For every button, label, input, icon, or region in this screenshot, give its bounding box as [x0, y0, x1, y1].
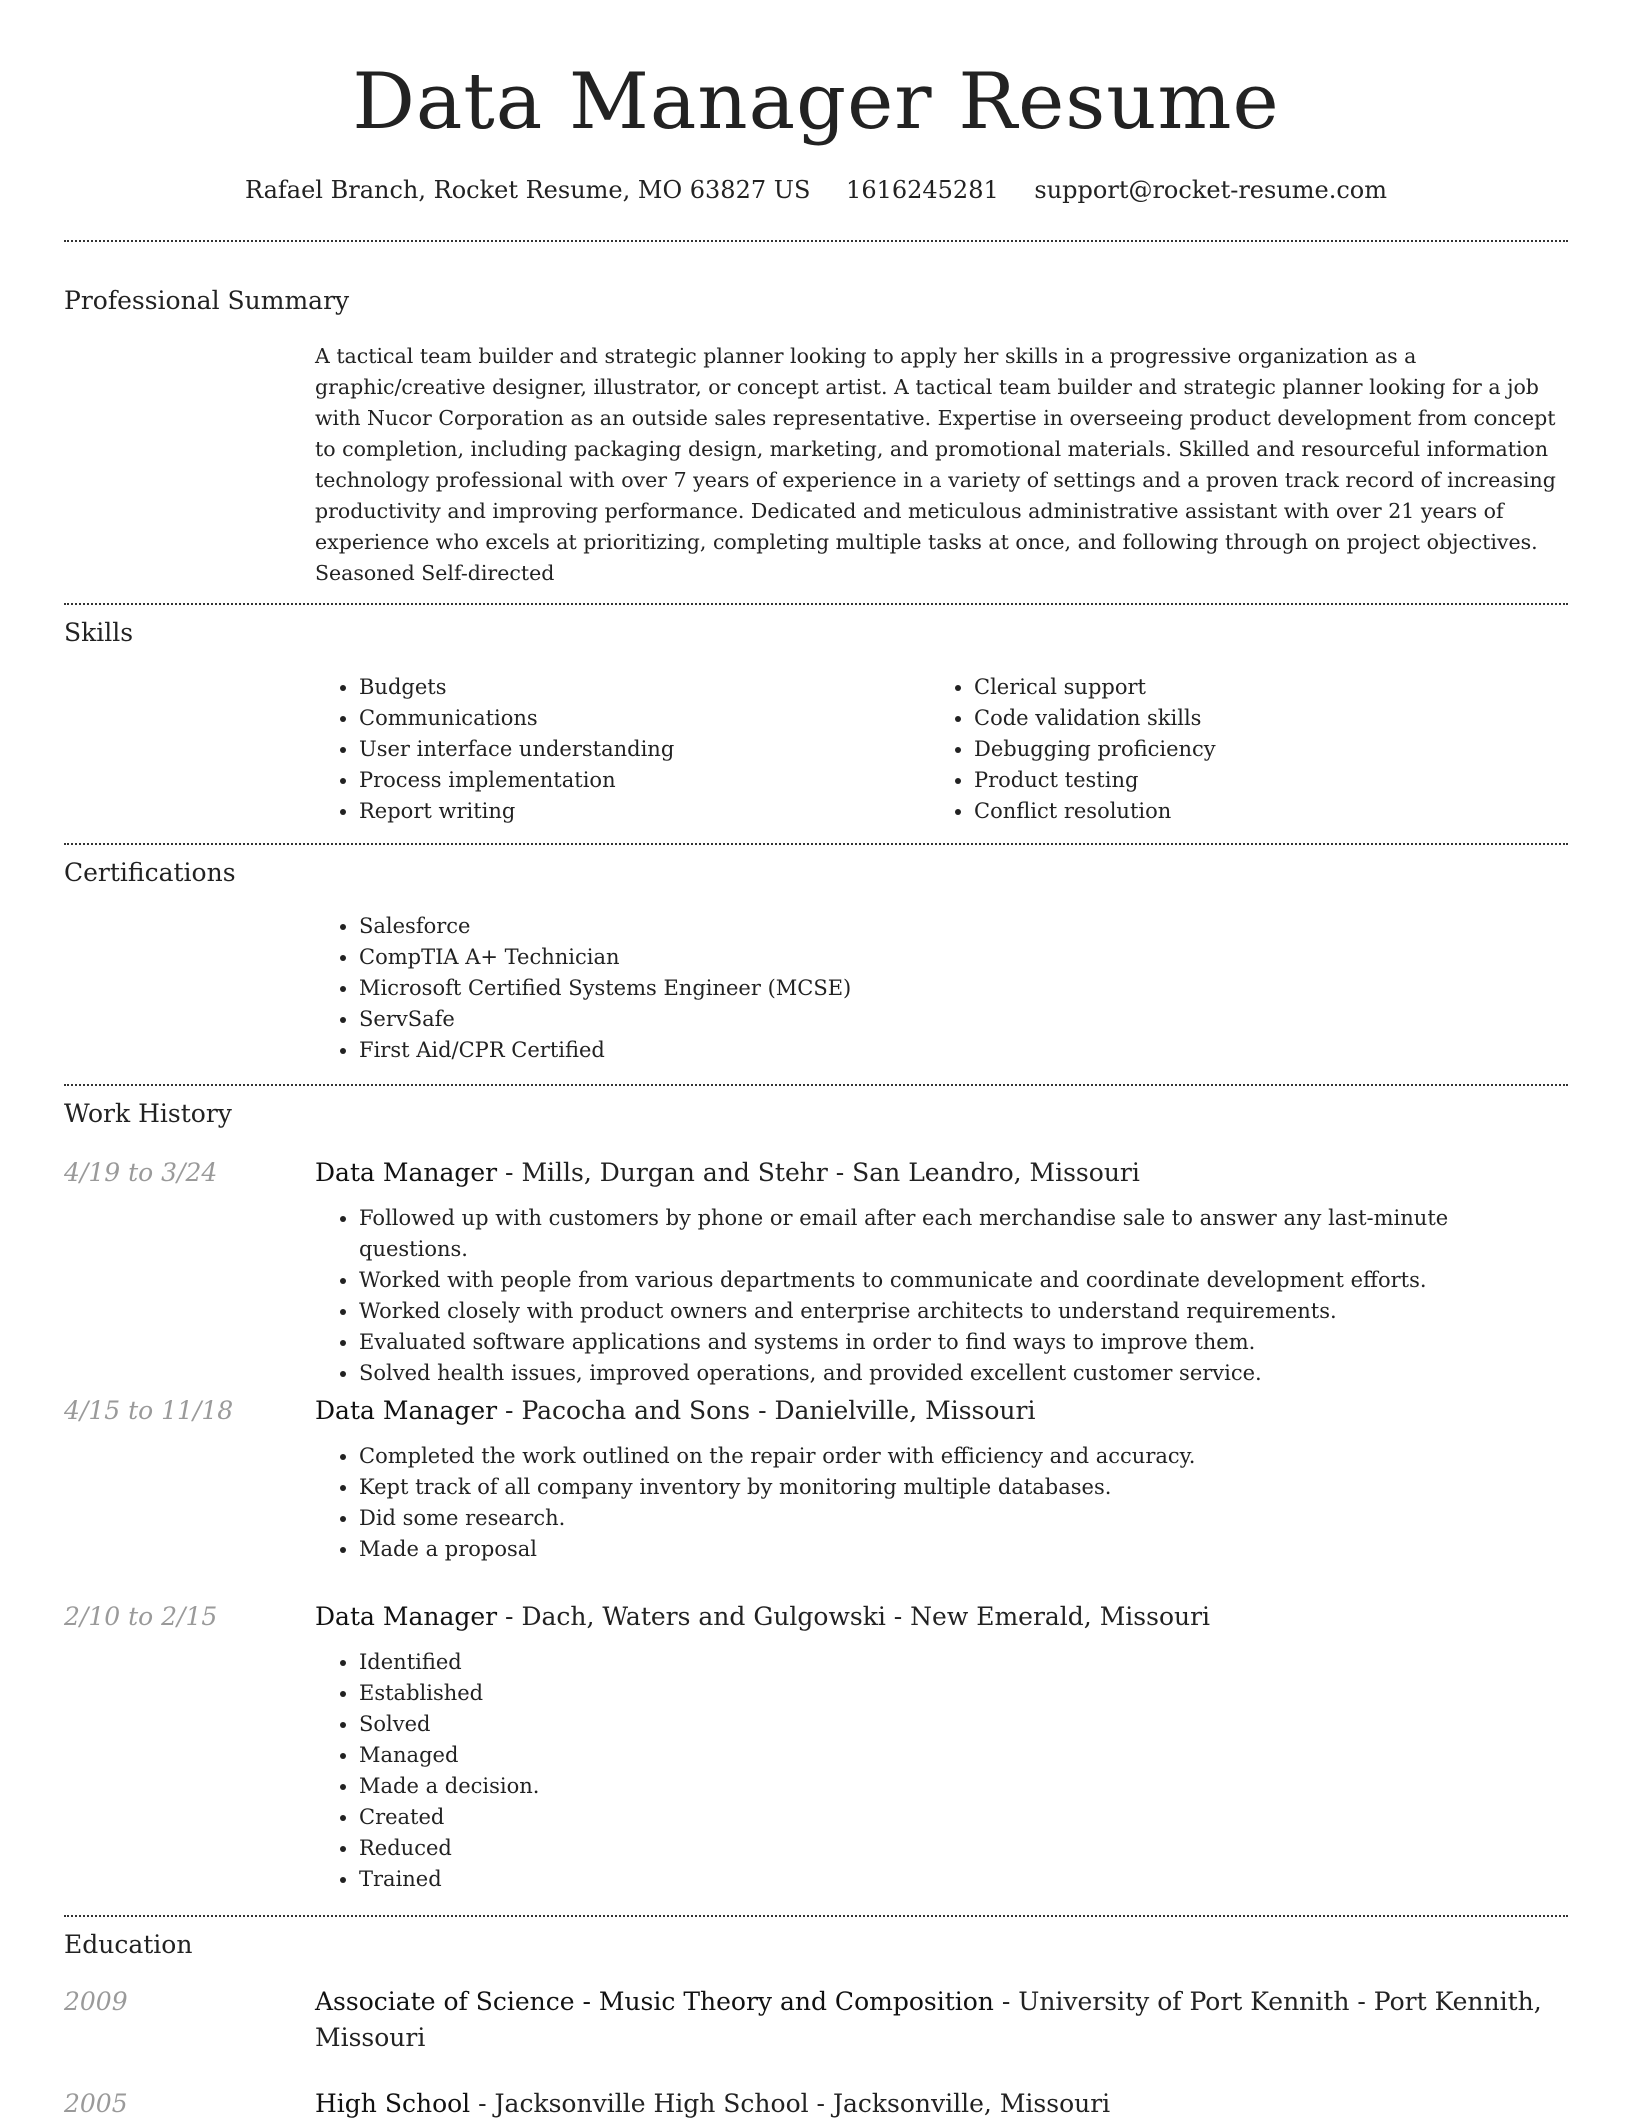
- skill-item: • User interface understanding: [359, 734, 930, 765]
- job-bullet: • Followed up with customers by phone or email after each merchandise sale to answer any last-minute questions.: [359, 1203, 1560, 1265]
- job-title: Data Manager: [315, 1602, 498, 1631]
- job-separator: -: [497, 1158, 522, 1187]
- education-entry: [315, 1984, 1560, 2056]
- job-details: Dach, Waters and Gulgowski - New Emerald, Missouri: [521, 1602, 1211, 1631]
- job-heading: [315, 1599, 1560, 1635]
- section-heading-skills: Skills: [64, 618, 134, 647]
- job-separator: -: [497, 1602, 522, 1631]
- skill-item: • Clerical support: [974, 672, 1545, 703]
- skill-item: • Debugging proficiency: [974, 734, 1545, 765]
- divider: [64, 603, 1568, 605]
- contact-line: [64, 170, 1568, 210]
- certification-item: • Microsoft Certified Systems Engineer (MCSE): [359, 973, 1560, 1004]
- job-dates: 4/19 to 3/24: [64, 1158, 218, 1187]
- skills-column-right: [930, 672, 1545, 827]
- skill-item: • Budgets: [359, 672, 930, 703]
- job-entry: [315, 1155, 1560, 1389]
- skills-column-left: [315, 672, 930, 827]
- education-details: - University of Port Kennith - Port Kennith, Missouri: [315, 1987, 1542, 2052]
- section-heading-education: Education: [64, 1930, 193, 1959]
- skill-item: • Report writing: [359, 796, 930, 827]
- skill-item: • Conflict resolution: [974, 796, 1545, 827]
- education-heading: [315, 2086, 1560, 2122]
- job-bullet: • Completed the work outlined on the repair order with efficiency and accuracy.: [359, 1441, 1560, 1472]
- education-degree: Associate of Science - Music Theory and Composition: [315, 1987, 994, 2016]
- job-bullet: • Kept track of all company inventory by monitoring multiple databases.: [359, 1472, 1560, 1503]
- job-title: Data Manager: [315, 1158, 498, 1187]
- job-bullet: • Worked with people from various departments to communicate and coordinate development efforts.: [359, 1265, 1560, 1296]
- contact-phone: 1616245281: [846, 176, 999, 204]
- job-bullet: • Managed: [359, 1740, 1560, 1771]
- job-bullet: • Reduced: [359, 1833, 1560, 1864]
- job-heading: [315, 1155, 1560, 1191]
- divider: [64, 1915, 1568, 1917]
- job-bullet: • Made a proposal: [359, 1534, 1560, 1565]
- job-separator: -: [497, 1396, 522, 1425]
- divider: [64, 240, 1568, 242]
- job-entry: [315, 1393, 1560, 1565]
- section-heading-certifications: Certifications: [64, 858, 236, 887]
- job-details: Pacocha and Sons - Danielville, Missouri: [521, 1396, 1036, 1425]
- certifications-list: [315, 911, 1560, 1066]
- job-dates: 2/10 to 2/15: [64, 1602, 218, 1631]
- job-bullets: [315, 1203, 1560, 1389]
- job-bullet: • Evaluated software applications and systems in order to find ways to improve them.: [359, 1327, 1560, 1358]
- job-bullet: • Made a decision.: [359, 1771, 1560, 1802]
- education-degree: High School: [315, 2089, 471, 2118]
- education-date: 2009: [64, 1987, 128, 2016]
- section-heading-summary: Professional Summary: [64, 286, 350, 315]
- skill-item: • Code validation skills: [974, 703, 1545, 734]
- job-title: Data Manager: [315, 1396, 498, 1425]
- job-bullet: • Trained: [359, 1864, 1560, 1895]
- page-title: Data Manager Resume: [352, 57, 1280, 147]
- job-details: Mills, Durgan and Stehr - San Leandro, Missouri: [521, 1158, 1140, 1187]
- divider: [64, 1084, 1568, 1086]
- contact-email: support@rocket-resume.com: [1034, 176, 1388, 204]
- education-entry: [315, 2086, 1560, 2122]
- divider: [64, 843, 1568, 845]
- job-bullet: • Did some research.: [359, 1503, 1560, 1534]
- education-heading: [315, 1984, 1560, 2056]
- skills-list: [315, 672, 1560, 827]
- job-bullet: • Established: [359, 1678, 1560, 1709]
- education-date: 2005: [64, 2089, 128, 2118]
- job-bullet: • Worked closely with product owners and enterprise architects to understand requirements.: [359, 1296, 1560, 1327]
- job-bullet: • Created: [359, 1802, 1560, 1833]
- certification-item: • CompTIA A+ Technician: [359, 942, 1560, 973]
- skill-item: • Communications: [359, 703, 930, 734]
- education-details: - Jacksonville High School - Jacksonville, Missouri: [470, 2089, 1111, 2118]
- section-heading-work-history: Work History: [64, 1099, 232, 1128]
- certification-item: • First Aid/CPR Certified: [359, 1035, 1560, 1066]
- job-bullet: • Solved health issues, improved operations, and provided excellent customer service.: [359, 1358, 1560, 1389]
- skill-item: • Product testing: [974, 765, 1545, 796]
- job-bullets: [315, 1441, 1560, 1565]
- job-bullets: [315, 1647, 1560, 1895]
- summary-text: A tactical team builder and strategic planner looking to apply her skills in a progressive organization as a graphic/creative designer, illustrator, or concept artist. A tactical team builder and strategic planner looking for a job with Nucor Corporation as an outside sales representative. Expertise in overseeing product development from concept to completion, including packaging design, marketing, and promotional materials. Skilled and resourceful information technology professional with over 7 years of experience in a variety of settings and a proven track record of increasing productivity and improving performance. Dedicated and meticulous administrative assistant with over 21 years of experience who excels at prioritizing, completing multiple tasks at once, and following through on project objectives. Seasoned Self-directed: [315, 344, 1556, 585]
- job-entry: [315, 1599, 1560, 1895]
- job-dates: 4/15 to 11/18: [64, 1396, 234, 1425]
- certification-item: • ServSafe: [359, 1004, 1560, 1035]
- job-heading: [315, 1393, 1560, 1429]
- skill-item: • Process implementation: [359, 765, 930, 796]
- job-bullet: • Identified: [359, 1647, 1560, 1678]
- contact-address: Rafael Branch, Rocket Resume, MO 63827 US: [244, 176, 811, 204]
- certification-item: • Salesforce: [359, 911, 1560, 942]
- job-bullet: • Solved: [359, 1709, 1560, 1740]
